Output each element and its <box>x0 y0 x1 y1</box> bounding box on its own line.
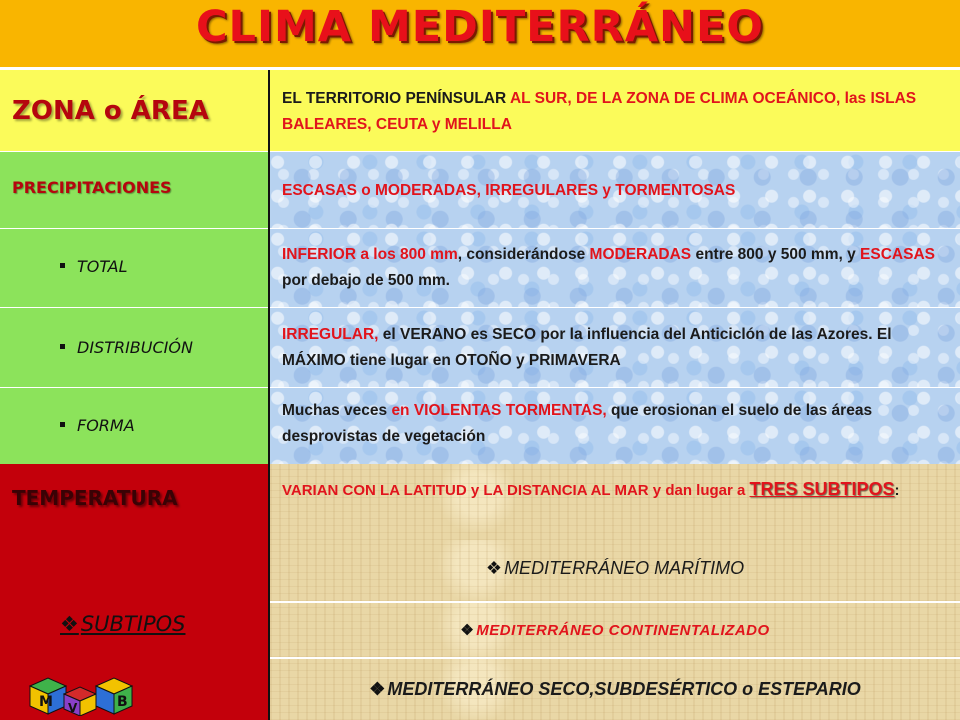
subtype-cell-1 <box>270 540 960 601</box>
total-label: TOTAL <box>77 257 128 276</box>
column-divider <box>268 70 270 720</box>
subtipos-label: SUBTIPOS <box>80 612 186 636</box>
distrib-t1: IRREGULAR, <box>282 326 379 343</box>
total-t4: entre 800 y 500 mm, y <box>691 246 861 263</box>
forma-content-cell <box>270 388 960 464</box>
forma-t2: en VIOLENTAS TORMENTAS, <box>391 402 607 419</box>
distrib-label-wrap <box>60 338 193 357</box>
distrib-t2: el VERANO es SECO por la influencia del Anticiclón de las Azores. El MÁXIMO tiene lugar en OTOÑO y PRIMAVERA <box>282 326 892 369</box>
temp-label: TEMPERATURA <box>12 486 178 510</box>
logo-cube-m <box>30 678 66 714</box>
temp-label-cell <box>0 464 270 540</box>
logo-cube-b <box>96 678 132 714</box>
subtype-cell-2 <box>270 603 960 657</box>
logo-letter-v: V <box>68 701 78 715</box>
zona-content <box>282 86 952 138</box>
temp-t3: : <box>894 482 900 499</box>
forma-label-cell <box>0 388 270 464</box>
precip-label-cell <box>0 152 270 229</box>
subtype-2: MEDITERRÁNEO CONTINENTALIZADO <box>476 622 770 639</box>
bullet-icon <box>60 422 65 427</box>
total-content-cell <box>270 229 960 308</box>
distrib-content-cell <box>270 308 960 388</box>
subtype-3-wrap <box>270 679 960 700</box>
temp-t1: VARIAN CON LA LATITUD y LA DISTANCIA AL MAR y dan lugar a <box>282 482 750 499</box>
forma-label-wrap <box>60 416 135 435</box>
zona-text-red: AL SUR, DE LA ZONA DE CLIMA OCEÁNICO, las ISLAS BALEARES, CEUTA y MELILLA <box>282 90 917 133</box>
total-t2: , considerándose <box>457 246 590 263</box>
diamond-bullet-icon: ❖ <box>460 622 475 639</box>
diamond-bullet-icon: ❖ <box>485 558 503 578</box>
distrib-label-cell <box>0 308 270 388</box>
total-t5: ESCASAS <box>860 246 935 263</box>
diamond-bullet-icon: ❖ <box>369 679 386 699</box>
precip-label: PRECIPITACIONES <box>12 178 172 197</box>
total-label-cell <box>0 229 270 308</box>
diamond-bullet-icon: ❖ <box>60 612 79 636</box>
forma-label: FORMA <box>77 416 135 435</box>
zona-label: ZONA o ÁREA <box>12 96 209 126</box>
subtype-1: MEDITERRÁNEO MARÍTIMO <box>504 558 745 578</box>
total-content <box>282 242 952 294</box>
zona-label-cell <box>0 70 270 152</box>
precip-content: ESCASAS o MODERADAS, IRREGULARES y TORMENTOSAS <box>282 182 736 199</box>
total-t3: MODERADAS <box>589 246 692 263</box>
title-bar <box>0 0 960 70</box>
temp-t2: TRES SUBTIPOS <box>749 479 895 499</box>
logo-letter-m: M <box>39 694 53 710</box>
forma-t1: Muchas veces <box>282 402 392 419</box>
zona-content-cell <box>270 70 960 152</box>
forma-t3: que erosionan el suelo de las áreas desprovistas de vegetación <box>282 402 873 445</box>
precip-content-cell <box>270 152 960 229</box>
page-title: CLIMA MEDITERRÁNEO <box>196 2 764 52</box>
distrib-label: DISTRIBUCIÓN <box>77 338 193 357</box>
forma-content <box>282 398 952 450</box>
logo-letter-b: B <box>117 694 128 710</box>
subtype-3: MEDITERRÁNEO SECO,SUBDESÉRTICO o ESTEPARIO <box>387 679 861 699</box>
temp-content <box>282 476 952 504</box>
subtype-cell-3 <box>270 659 960 720</box>
total-t1: INFERIOR a los 800 mm <box>282 246 458 263</box>
subtype-2-wrap <box>270 621 960 639</box>
subtipos-label-wrap <box>60 612 185 636</box>
logo-cube-v <box>64 687 96 716</box>
subtype-1-wrap <box>270 558 960 579</box>
bullet-icon <box>60 263 65 268</box>
distrib-content <box>282 322 952 374</box>
zona-text-black: EL TERRITORIO PENÍNSULAR <box>282 90 510 107</box>
total-label-wrap <box>60 257 128 276</box>
mvb-logo <box>26 672 136 716</box>
temp-content-cell <box>270 464 960 540</box>
total-t6: por debajo de 500 mm. <box>282 272 450 289</box>
bullet-icon <box>60 344 65 349</box>
